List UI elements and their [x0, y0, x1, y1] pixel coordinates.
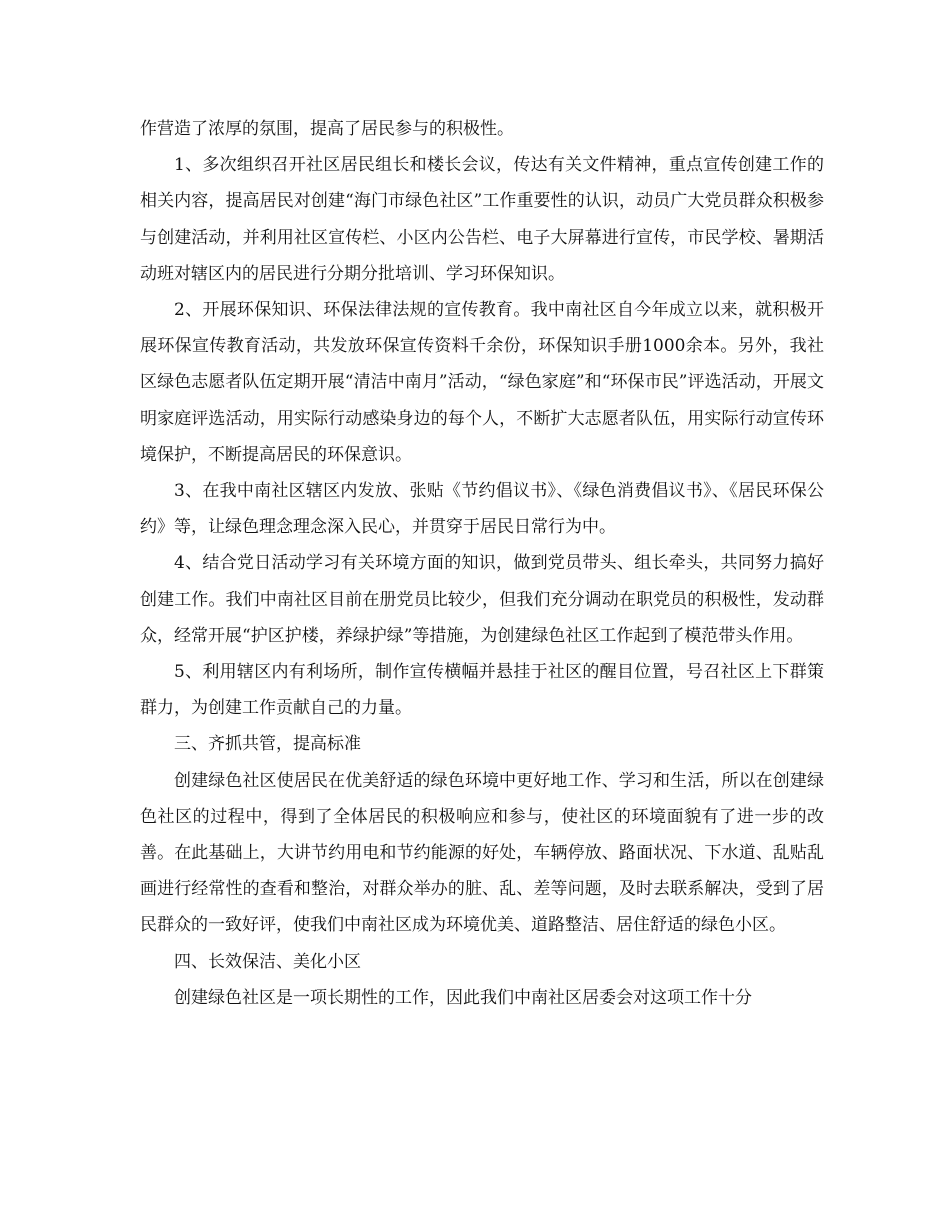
- paragraph-item-1: 1、多次组织召开社区居民组长和楼长会议，传达有关文件精神，重点宣传创建工作的相关内容，提高居民对创建“海门市绿色社区”工作重要性的认识，动员广大党员群众积极参与创建活动，并利用社区宣传栏、小区内公告栏、电子大屏幕进行宣传，市民学校、暑期活动班对辖区内的居民进行分期分批培训、学习环保知识。: [140, 155, 824, 284]
- section-heading-4: 四、长效保洁、美化小区: [174, 951, 361, 972]
- section-heading-3: 三、齐抓共管，提高标准: [174, 734, 361, 755]
- paragraph-item-4: 4、结合党日活动学习有关环境方面的知识，做到党员带头、组长牵头，共同努力搞好创建工作。我们中南社区目前在册党员比较少，但我们充分调动在职党员的积极性，发动群众，经常开展“护区护楼，养绿护绿”等措施，为创建绿色社区工作起到了模范带头作用。: [140, 553, 824, 646]
- document-body: [140, 111, 824, 1016]
- paragraph-continuation: 作营造了浓厚的氛围，提高了居民参与的积极性。: [140, 119, 514, 139]
- paragraph-item-3: 3、在我中南社区辖区内发放、张贴《节约倡议书》、《绿色消费倡议书》、《居民环保公约》等，让绿色理念理念深入民心，并贯穿于居民日常行为中。: [140, 481, 824, 538]
- paragraph-item-5: 5、利用辖区内有利场所，制作宣传横幅并悬挂于社区的醒目位置，号召社区上下群策群力，为创建工作贡献自己的力量。: [140, 662, 824, 719]
- paragraph-section-4: 创建绿色社区是一项长期性的工作，因此我们中南社区居委会对这项工作十分: [174, 987, 752, 1008]
- paragraph-item-2: 2、开展环保知识、环保法律法规的宣传教育。我中南社区自今年成立以来，就积极开展环保宣传教育活动，共发放环保宣传资料千余份，环保知识手册1000余本。另外，我社区绿色志愿者队伍定期开展“清洁中南月”活动，“绿色家庭”和“环保市民”评选活动，开展文明家庭评选活动，用实际行动感染身边的每个人，不断扩大志愿者队伍，用实际行动宣传环境保护，不断提高居民的环保意识。: [140, 300, 824, 465]
- paragraph-section-3: 创建绿色社区使居民在优美舒适的绿色环境中更好地工作、学习和生活，所以在创建绿色社区的过程中，得到了全体居民的积极响应和参与，使社区的环境面貌有了进一步的改善。在此基础上，大讲节约用电和节约能源的好处，车辆停放、路面状况、下水道、乱贴乱画进行经常性的查看和整治，对群众举办的脏、乱、差等问题，及时去联系解决，受到了居民群众的一致好评，使我们中南社区成为环境优美、道路整洁、居住舒适的绿色小区。: [140, 770, 824, 936]
